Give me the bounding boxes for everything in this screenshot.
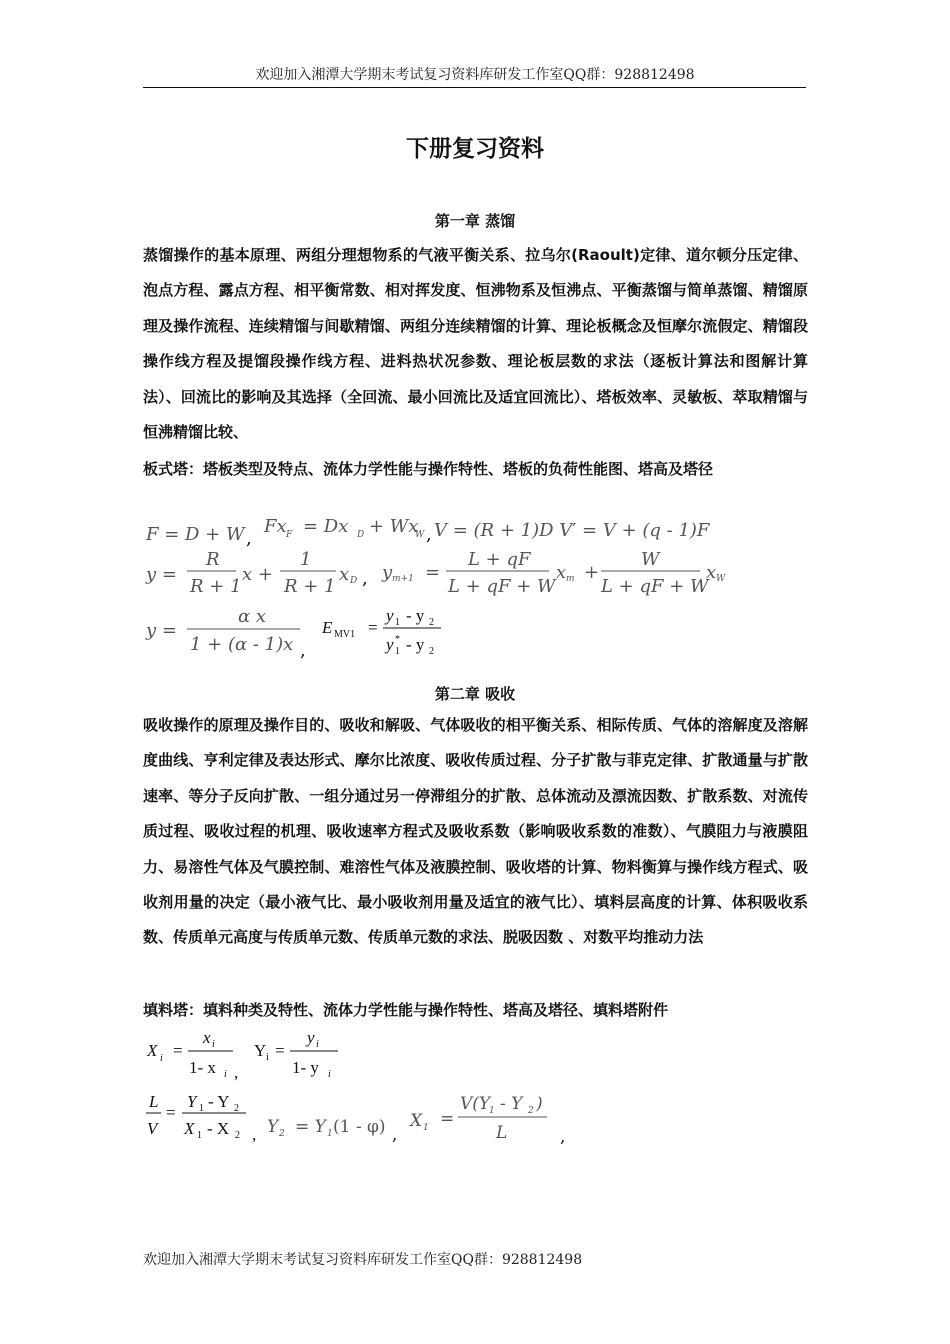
svg-text:W: W xyxy=(641,549,660,570)
svg-text:2: 2 xyxy=(429,617,434,628)
svg-text:F: F xyxy=(286,530,293,540)
svg-text:V = (R + 1)D V′ = V + (q -: V = (R + 1)D V′ = V + (q - 1)F xyxy=(434,520,710,541)
svg-text:i: i xyxy=(160,1053,163,1064)
svg-text:=: = xyxy=(440,1109,455,1129)
svg-text:,: , xyxy=(362,568,368,589)
svg-text:*: * xyxy=(395,634,400,645)
svg-text:2: 2 xyxy=(234,1103,239,1114)
page-header: 欢迎加入湘潭大学期末考试复习资料库研发工作室QQ群：928812498 xyxy=(255,67,695,83)
svg-text:,: , xyxy=(252,1125,257,1144)
svg-text:X: X xyxy=(184,1119,195,1138)
svg-text:y: y xyxy=(386,606,394,625)
svg-text:R + 1: R + 1 xyxy=(190,576,242,597)
svg-text:L + qF + W: L + qF + W xyxy=(601,576,709,597)
chapter2-heading: 第二章 吸收 xyxy=(434,685,516,703)
svg-text:(1 - φ): (1 - φ) xyxy=(333,1117,386,1137)
svg-text:- y: - y xyxy=(406,606,425,625)
svg-text:D: D xyxy=(357,530,365,540)
svg-text:,: , xyxy=(392,1125,398,1145)
svg-text:1: 1 xyxy=(395,646,400,657)
svg-text:=: = xyxy=(368,618,378,637)
svg-text:R + 1: R + 1 xyxy=(284,576,336,597)
svg-text:- X: - X xyxy=(207,1119,230,1138)
svg-text:y =: y = xyxy=(146,564,177,585)
svg-text:x: x xyxy=(706,562,717,583)
page-title: 下册复习资料 xyxy=(406,136,544,162)
svg-text:2: 2 xyxy=(235,1130,240,1141)
svg-text:x: x xyxy=(203,1028,211,1047)
svg-text:W: W xyxy=(716,574,726,584)
svg-text:i: i xyxy=(328,1069,331,1080)
svg-text:- Y: - Y xyxy=(500,1094,523,1114)
svg-text:L + qF + W: L + qF + W xyxy=(448,576,556,597)
svg-text:,: , xyxy=(234,1063,239,1082)
svg-text:i: i xyxy=(316,1039,319,1050)
chapter1-paragraph: 蒸馏操作的基本原理、两组分理想物系的气液平衡关系、拉乌尔(Raoult)定律、道尔顿分压定律、泡点方程、露点方程、相平衡常数、相对挥发度、恒沸物系及恒沸点、平衡蒸馏与简单蒸馏、精馏原理及操作流程、连续精馏与间歇精馏、两组分连续精馏的计算、理论板概念及恒摩尔流假定、精馏段操作线方程及提馏段操作线方程、进料热状况参数、理论板层数的求法（逐板计算法和图解计算法）、回流比的影响及其选择（全回流、最小回流比及适宜回流比）、塔板效率、灵敏板、萃取精馏与恒沸精馏比较、 xyxy=(143,246,808,442)
svg-text:L: L xyxy=(149,1092,159,1111)
svg-text:i: i xyxy=(212,1039,215,1050)
page-footer: 欢迎加入湘潭大学期末考试复习资料库研发工作室QQ群：928812498 xyxy=(143,1252,583,1268)
svg-text:L + qF: L + qF xyxy=(468,549,531,570)
svg-text:x +: x + xyxy=(242,564,273,585)
svg-text:m+1: m+1 xyxy=(392,574,414,584)
svg-text:+ Wx: + Wx xyxy=(369,516,419,537)
svg-text:,: , xyxy=(246,528,252,549)
svg-text:1: 1 xyxy=(197,1130,202,1141)
svg-text:Y: Y xyxy=(254,1041,267,1060)
svg-text:i: i xyxy=(224,1069,227,1080)
svg-text:1: 1 xyxy=(327,1129,333,1139)
svg-text:1: 1 xyxy=(300,549,312,570)
svg-text:X: X xyxy=(147,1041,158,1060)
svg-text:=: = xyxy=(166,1103,176,1122)
svg-text:V(Y: V(Y xyxy=(460,1094,491,1114)
svg-text:2: 2 xyxy=(279,1129,285,1139)
svg-text:,: , xyxy=(560,1127,566,1147)
svg-text:E: E xyxy=(322,618,333,637)
svg-text:y: y xyxy=(386,635,394,654)
svg-text:= Y: = Y xyxy=(295,1117,326,1137)
svg-text:=: = xyxy=(173,1041,183,1060)
svg-text:F = D + W: F = D + W xyxy=(146,524,245,545)
svg-text:+: + xyxy=(584,562,600,583)
svg-text:=: = xyxy=(425,562,441,583)
chapter2-paragraph: 吸收操作的原理及操作目的、吸收和解吸、气体吸收的相平衡关系、相际传质、气体的溶解度及溶解度曲线、亨利定律及表达形式、摩尔比浓度、吸收传质过程、分子扩散与菲克定律、扩散通量与扩散速率、等分子反向扩散、一组分通过另一停滞组分的扩散、总体流动及漂流因数、扩散系数、对流传质过程、吸收过程的机理、吸收速率方程式及吸收系数（影响吸收系数的准数）、气膜阻力与液膜阻力、易溶性气体及气膜控制、难溶性气体及液膜控制、吸收塔的计算、物料衡算与操作线方程式、吸收剂用量的决定（最小液气比、最小吸收剂用量及适宜的液气比）、填料层高度的计算、体积吸收系数、传质单元高度与传质单元数、传质单元数的求法、脱吸因数 、对数平均推动力法 xyxy=(143,716,808,947)
svg-text:D: D xyxy=(350,576,358,586)
svg-text:1: 1 xyxy=(489,1106,495,1116)
svg-text:Y: Y xyxy=(187,1092,197,1111)
svg-text:1- y: 1- y xyxy=(292,1058,319,1077)
svg-text:1 + (α - 1)x: 1 + (α - 1)x xyxy=(190,634,294,655)
svg-text:2: 2 xyxy=(429,646,434,657)
svg-text:1: 1 xyxy=(423,1123,429,1133)
svg-text:,: , xyxy=(300,640,306,661)
svg-text:R: R xyxy=(206,549,220,570)
svg-text:= Dx: = Dx xyxy=(303,516,349,537)
svg-text:y: y xyxy=(307,1028,315,1047)
svg-text:1: 1 xyxy=(199,1103,204,1114)
svg-text:L: L xyxy=(496,1123,508,1143)
svg-text:1- x: 1- x xyxy=(189,1058,216,1077)
svg-text:- Y: - Y xyxy=(208,1092,230,1111)
svg-text:x: x xyxy=(556,562,567,583)
svg-text:x: x xyxy=(339,564,350,585)
svg-text:α x: α x xyxy=(238,606,267,627)
svg-text:m: m xyxy=(566,574,575,584)
svg-text:1: 1 xyxy=(395,617,400,628)
svg-text:Y: Y xyxy=(267,1117,279,1137)
svg-text:y: y xyxy=(382,562,393,583)
svg-text:W: W xyxy=(415,530,425,540)
svg-text:i: i xyxy=(266,1052,269,1063)
chapter1-heading: 第一章 蒸馏 xyxy=(434,212,516,230)
svg-text:- y: - y xyxy=(406,635,425,654)
chapter1-tower-line: 板式塔：塔板类型及特点、流体力学性能与操作特性、塔板的负荷性能图、塔高及塔径 xyxy=(143,460,714,478)
svg-text:,: , xyxy=(426,524,432,545)
svg-text:Fx: Fx xyxy=(264,516,287,537)
svg-text:2: 2 xyxy=(528,1106,534,1116)
chapter2-tower-line: 填料塔：填料种类及特性、流体力学性能与操作特性、塔高及塔径、填料塔附件 xyxy=(143,1001,669,1019)
svg-text:V: V xyxy=(147,1119,158,1138)
svg-text:y =: y = xyxy=(146,620,177,641)
svg-text:MV1: MV1 xyxy=(334,629,356,640)
svg-text:X: X xyxy=(410,1111,423,1131)
svg-text:=: = xyxy=(275,1041,285,1060)
svg-text:): ) xyxy=(536,1094,543,1114)
